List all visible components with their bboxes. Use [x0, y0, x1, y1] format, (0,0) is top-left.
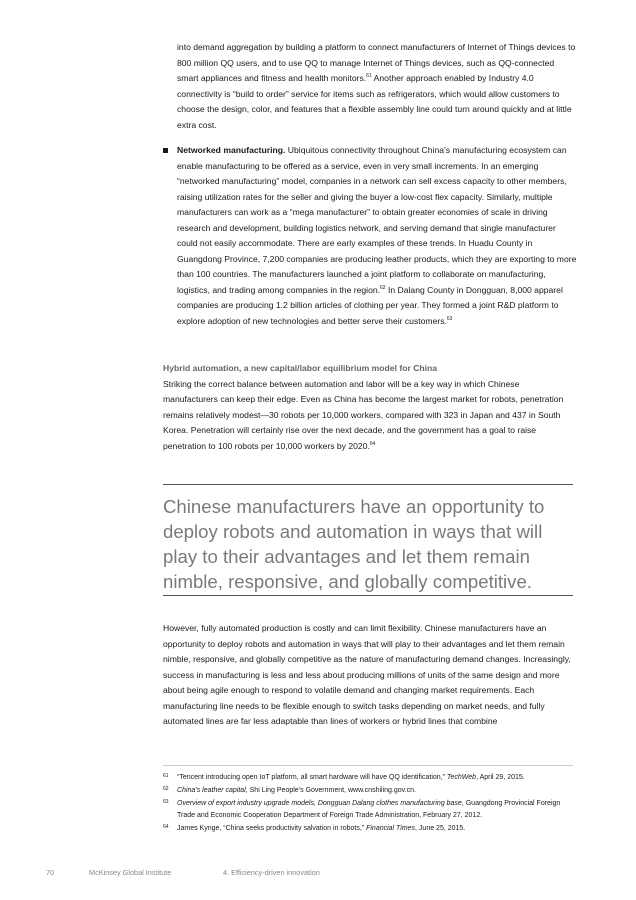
intro-paragraph [177, 40, 577, 133]
bullet-text-2: In Dalang County in Dongguan, 8,000 apparel companies are producing 1.2 billion articles of clothing per year. They formed a joint R&D platform to explore adoption of new technologies and better serve their customers. [177, 284, 563, 326]
section-hybrid-automation [163, 361, 575, 454]
closing-paragraph [163, 621, 575, 730]
footer-chapter: 4. Efficiency-driven innovation [223, 868, 320, 877]
closing-text: However, fully automated production is costly and can limit flexibility. Chinese manufacturers have an opportunity to deploy robots and automation in ways that will play to their advantages and let them remain nimble, responsive, and globally competitive as the nature of manufacturing demand changes. Increasingly, success in manufacturing is less and less about producing millions of units of the same design and more about being agile enough to respond to volatile demand and changing market requirements. Each manufacturing line needs to be flexible enough to switch tasks depending on market needs, and fully automated lines are far less adaptable than lines of workers or hybrid lines that combine [163, 623, 571, 726]
footnote-item: 63 Overview of export industry upgrade models, Dongguan Dalang clothes manufacturing base, Guangdong Provincial Foreign Trade and Economic Cooperation Department of Foreign Trade Administration, February 27, 2012. [163, 799, 561, 819]
bullet-title: Networked manufacturing. [177, 145, 286, 155]
footer-publisher: McKinsey Global Institute [89, 868, 172, 877]
footnote-divider [163, 765, 573, 766]
footnote-ref-61[interactable]: 61 [366, 73, 372, 79]
footnote-item: 62 China’s leather capital, Shi Ling People’s Government, www.cnshiling.gov.cn. [163, 786, 416, 795]
footnotes [163, 772, 573, 836]
footnote-ref-63[interactable]: 63 [446, 315, 453, 322]
intro-text-2: Another approach enabled by Industry 4.0 connectivity is “build to order” service for items such as refrigerators, which would allow customers to choose the design, color, and features that a flexible assembly line could turn around quickly and at little extra cost. [177, 73, 572, 130]
footnote-item: 61 “Tencent introducing open IoT platform, all smart hardware will have QQ identification,” TechWeb, April 29, 2015. [163, 773, 525, 781]
footnote-number: 63 [163, 799, 169, 806]
section-heading: Hybrid automation, a new capital/labor equilibrium model for China [163, 363, 438, 373]
footnote-number: 62 [163, 786, 169, 793]
footnote-number: 64 [163, 823, 169, 830]
intro-text: into demand aggregation by building a platform to connect manufacturers of Internet of Things devices to 800 million QQ users, and to use QQ to manage Internet of Things devices, such as QQ-connected smart appliances and fitness and health monitors. [177, 42, 576, 83]
footnote-number: 61 [163, 773, 169, 779]
bullet-networked-manufacturing [163, 143, 577, 329]
pullquote-bottom-rule [163, 595, 573, 596]
pullquote-top-rule [163, 484, 573, 485]
footnote-ref-64[interactable]: 64 [369, 440, 376, 447]
page-number: 70 [46, 868, 55, 877]
bullet-marker [163, 148, 168, 153]
section-text: Striking the correct balance between automation and labor will be a key way in which Chinese manufacturers can keep their edge. Even as China has become the largest market for robots, penetration remains relatively modest—30 robots per 10,000 workers, compared with 323 in Japan and 437 in South Korea. Penetration will certainly rise over the next decade, and the government has a goal to raise penetration to 100 robots per 10,000 workers by 2020. [163, 378, 564, 451]
pullquote: Chinese manufacturers have an opportunity to deploy robots and automation in ways that will play to their advantages and let them remain nimble, responsive, and globally competitive. [163, 496, 545, 592]
bullet-text-1: Ubiquitous connectivity throughout China’s manufacturing ecosystem can enable manufacturing to be offered as a service, even in very small increments. In an emerging “networked manufacturing” model, companies in a network can sell excess capacity to other members, raising utilization rates for the seller and giving the buyer a low-cost flex capacity. Similarly, multiple manufacturers can work as a “mega manufacturer” to obtain greater economies of scale in driving research and development, building logistics network, and serving demand that single manufacturer could not easily accommodate. There are early examples of these trends. In Huadu County in Guangdong Province, 7,200 companies are producing leather products, which they are exporting to more than 100 countries. The manufacturers launched a joint platform to collaborate on manufacturing, logistics, and trading among companies in the region. [177, 145, 577, 295]
footnote-item: 64 James Kynge, “China seeks productivity salvation in robots,” Financial Times, June 25, 2015. [163, 823, 466, 832]
footnote-ref-62[interactable]: 62 [380, 284, 386, 291]
